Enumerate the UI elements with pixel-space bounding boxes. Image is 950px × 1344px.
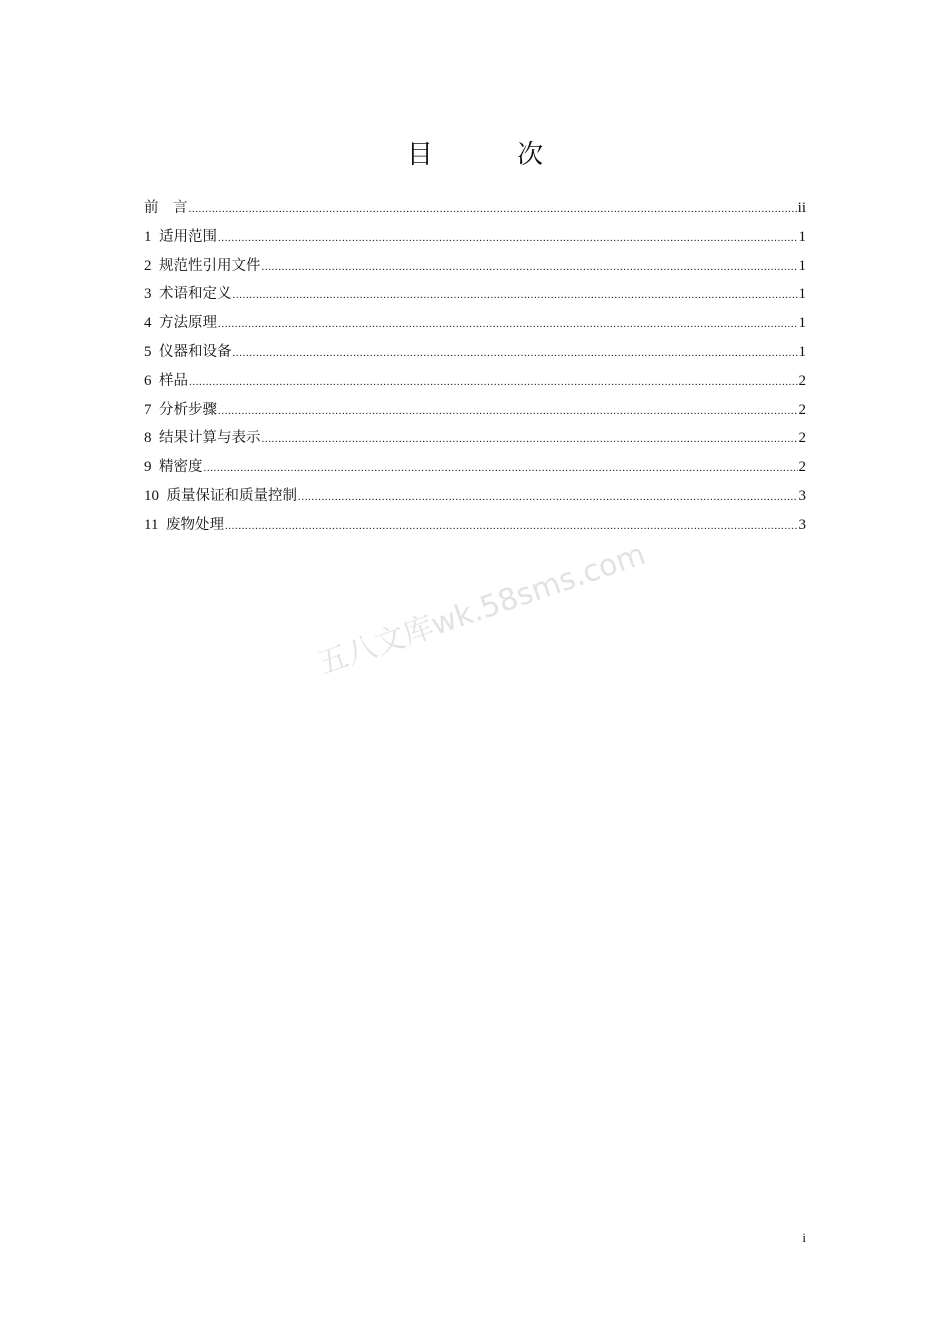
toc-entry-label: 前 言 — [144, 200, 188, 216]
toc-entry-label: 精密度 — [159, 459, 203, 476]
toc-entry-page: 1 — [798, 286, 806, 303]
page-title: 目 次 — [406, 140, 582, 170]
toc-entry-label: 结果计算与表示 — [159, 430, 261, 447]
toc-entry-number: 1 — [144, 228, 152, 245]
toc-leader-dots — [218, 399, 798, 423]
toc-entry-number: 2 — [144, 257, 152, 274]
toc-entry-label: 术语和定义 — [159, 286, 232, 303]
toc-entry-label: 样品 — [159, 372, 188, 389]
toc-entry-number: 8 — [144, 430, 152, 447]
toc-entry-6[interactable] — [144, 369, 806, 398]
toc-leader-dots — [233, 341, 798, 365]
toc-entry-5[interactable] — [144, 340, 806, 369]
toc-entry-page: 1 — [798, 343, 806, 360]
toc-leader-dots — [218, 312, 798, 336]
toc-entry-10[interactable] — [144, 484, 806, 513]
toc-entry-label: 方法原理 — [159, 315, 217, 332]
toc-leader-dots — [189, 197, 797, 221]
toc-entry-label: 规范性引用文件 — [159, 257, 261, 274]
toc-entry-7[interactable] — [144, 398, 806, 427]
toc-entry-number: 4 — [144, 315, 152, 332]
toc-entry-2[interactable] — [144, 254, 806, 283]
toc-entry-page: 2 — [798, 401, 806, 418]
toc-entry-number: 3 — [144, 286, 152, 303]
toc-entry-label: 质量保证和质量控制 — [166, 487, 297, 504]
toc-entry-page: 3 — [798, 487, 806, 504]
toc-entry-page: 1 — [798, 228, 806, 245]
toc-entry-label: 仪器和设备 — [159, 343, 232, 360]
toc-entry-number: 6 — [144, 372, 152, 389]
toc-entry-page: 2 — [798, 459, 806, 476]
toc-entry-3[interactable] — [144, 282, 806, 311]
toc-entry-4[interactable] — [144, 311, 806, 340]
toc-leader-dots — [189, 370, 798, 394]
toc-entry-number: 5 — [144, 343, 152, 360]
toc-entry-page: ii — [797, 200, 806, 216]
toc-entry-page: 3 — [798, 516, 806, 533]
toc-entry-page: 2 — [798, 372, 806, 389]
toc-leader-dots — [262, 255, 798, 279]
toc-leader-dots — [262, 427, 798, 451]
toc-entry-label: 分析步骤 — [159, 401, 217, 418]
toc-leader-dots — [204, 456, 798, 480]
page-number: i — [802, 1230, 806, 1245]
toc-entry-number: 7 — [144, 401, 152, 418]
toc-entry-label: 适用范围 — [159, 228, 217, 245]
toc-entry-preface[interactable] — [144, 196, 806, 225]
toc-leader-dots — [233, 283, 798, 307]
toc-entry-1[interactable] — [144, 225, 806, 254]
toc-entry-number: 9 — [144, 459, 152, 476]
watermark: 五八文库wk.58sms.com — [313, 536, 650, 682]
toc-entry-label: 废物处理 — [165, 516, 224, 533]
toc-entry-page: 2 — [798, 430, 806, 447]
toc-entry-8[interactable] — [144, 426, 806, 455]
table-of-contents — [144, 196, 806, 542]
toc-entry-page: 1 — [798, 315, 806, 332]
toc-entry-11[interactable] — [144, 513, 806, 542]
toc-entry-number: 11 — [144, 516, 159, 533]
toc-leader-dots — [218, 226, 798, 250]
toc-entry-9[interactable] — [144, 455, 806, 484]
toc-entry-number: 10 — [144, 487, 159, 504]
toc-leader-dots — [298, 485, 798, 509]
toc-entry-page: 1 — [798, 257, 806, 274]
toc-leader-dots — [225, 514, 798, 538]
